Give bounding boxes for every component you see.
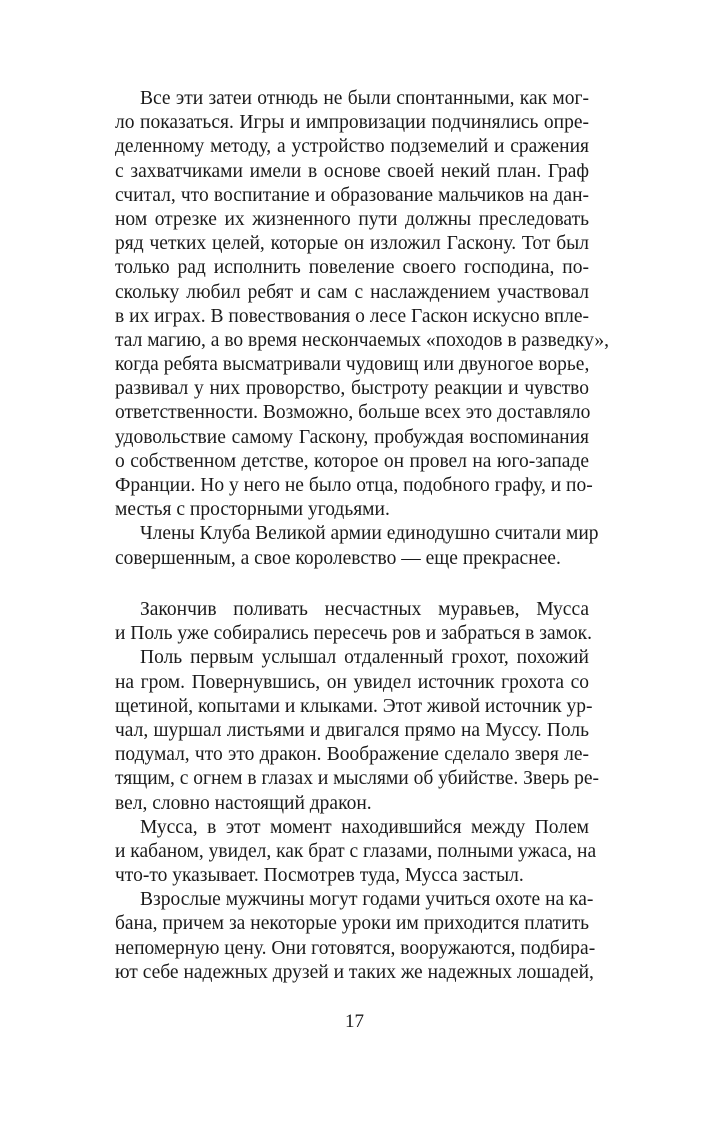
text-line: ют себе надежных друзей и таких же надежных лошадей,: [115, 961, 594, 983]
paragraph: [115, 816, 597, 889]
text-section-2: [115, 598, 600, 985]
text-line: деленному методу, а устройство подземелий и сражения: [115, 136, 589, 158]
text-line: когда ребята высматривали чудовищ или двуногое ворье,: [115, 354, 590, 376]
text-line: в их играх. В повествования о лесе Гаскон искусно впле-: [115, 305, 589, 327]
text-line: только рад исполнить повеление своего господина, по-: [115, 257, 589, 279]
text-line: тящим, с огнем в глазах и мыслями об убийстве. Зверь ре-: [115, 768, 600, 790]
paragraph: [115, 646, 600, 815]
text-line: ном отрезке их жизненного пути должны преследовать: [115, 208, 589, 230]
text-line: развивал у них проворство, быстроту реакции и чувство: [115, 378, 589, 400]
text-line: что-то указывает. Посмотрев туда, Мусса застыл.: [115, 865, 524, 887]
text-line: на гром. Повернувшись, он увидел источник грохота со: [115, 671, 589, 693]
text-line: с захватчиками имели в основе своей некий план. Граф: [115, 160, 589, 182]
text-line: совершенным, а свое королевство — еще прекраснее.: [115, 547, 561, 569]
text-line: Взрослые мужчины могут годами учиться охоте на ка-: [140, 889, 594, 911]
text-line: чал, шуршал листьями и двигался прямо на Муссу. Поль: [115, 719, 589, 741]
text-line: удовольствие самому Гаскону, пробуждая воспоминания: [115, 426, 589, 448]
text-line: ответственности. Возможно, больше всех это доставляло: [115, 402, 591, 424]
paragraph: [115, 87, 609, 522]
text-line: непомерную цену. Они готовятся, вооружаются, подбира-: [115, 937, 596, 959]
text-line: бана, причем за некоторые уроки им приходится платить: [115, 913, 589, 935]
text-line: и кабаном, увидел, как брат с глазами, полными ужаса, на: [115, 840, 597, 862]
text-line: местья с просторными угодьями.: [115, 499, 390, 521]
text-line: и Поль уже собирались пересечь ров и забраться в замок.: [115, 623, 593, 645]
text-line: считал, что воспитание и образование мальчиков на дан-: [115, 184, 589, 206]
text-line: Поль первым услышал отдаленный грохот, похожий: [140, 647, 589, 669]
text-line: подумал, что это дракон. Воображение сделало зверя ле-: [115, 744, 589, 766]
text-line: Все эти затеи отнюдь не были спонтанными, как мог-: [140, 88, 589, 109]
page-number: 17: [345, 1011, 364, 1032]
text-line: Мусса, в этот момент находившийся между Полем: [140, 816, 589, 838]
text-line: Франции. Но у него не было отца, подобного графу, и по-: [115, 475, 593, 496]
text-line: скольку любил ребят и сам с наслаждением участвовал: [115, 281, 589, 303]
text-line: о собственном детстве, которое он провел на юго-западе: [115, 450, 589, 472]
text-line: ло показаться. Игры и импровизации подчинялись опре-: [115, 112, 589, 134]
text-line: Члены Клуба Великой армии единодушно считали мир: [140, 523, 599, 545]
text-section-1: [115, 87, 609, 571]
text-line: тал магию, а во время нескончаемых «походов в разведку»,: [115, 329, 609, 351]
text-line: ряд четких целей, которые он изложил Гаскону. Тот был: [115, 233, 589, 255]
paragraph: [115, 522, 599, 570]
paragraph: [115, 598, 593, 646]
text-line: Закончив поливать несчастных муравьев, Мусса: [140, 599, 589, 620]
paragraph: [115, 888, 596, 985]
text-line: щетиной, копытами и клыками. Этот живой источник ур-: [115, 695, 593, 717]
text-line: вел, словно настоящий дракон.: [115, 792, 372, 814]
